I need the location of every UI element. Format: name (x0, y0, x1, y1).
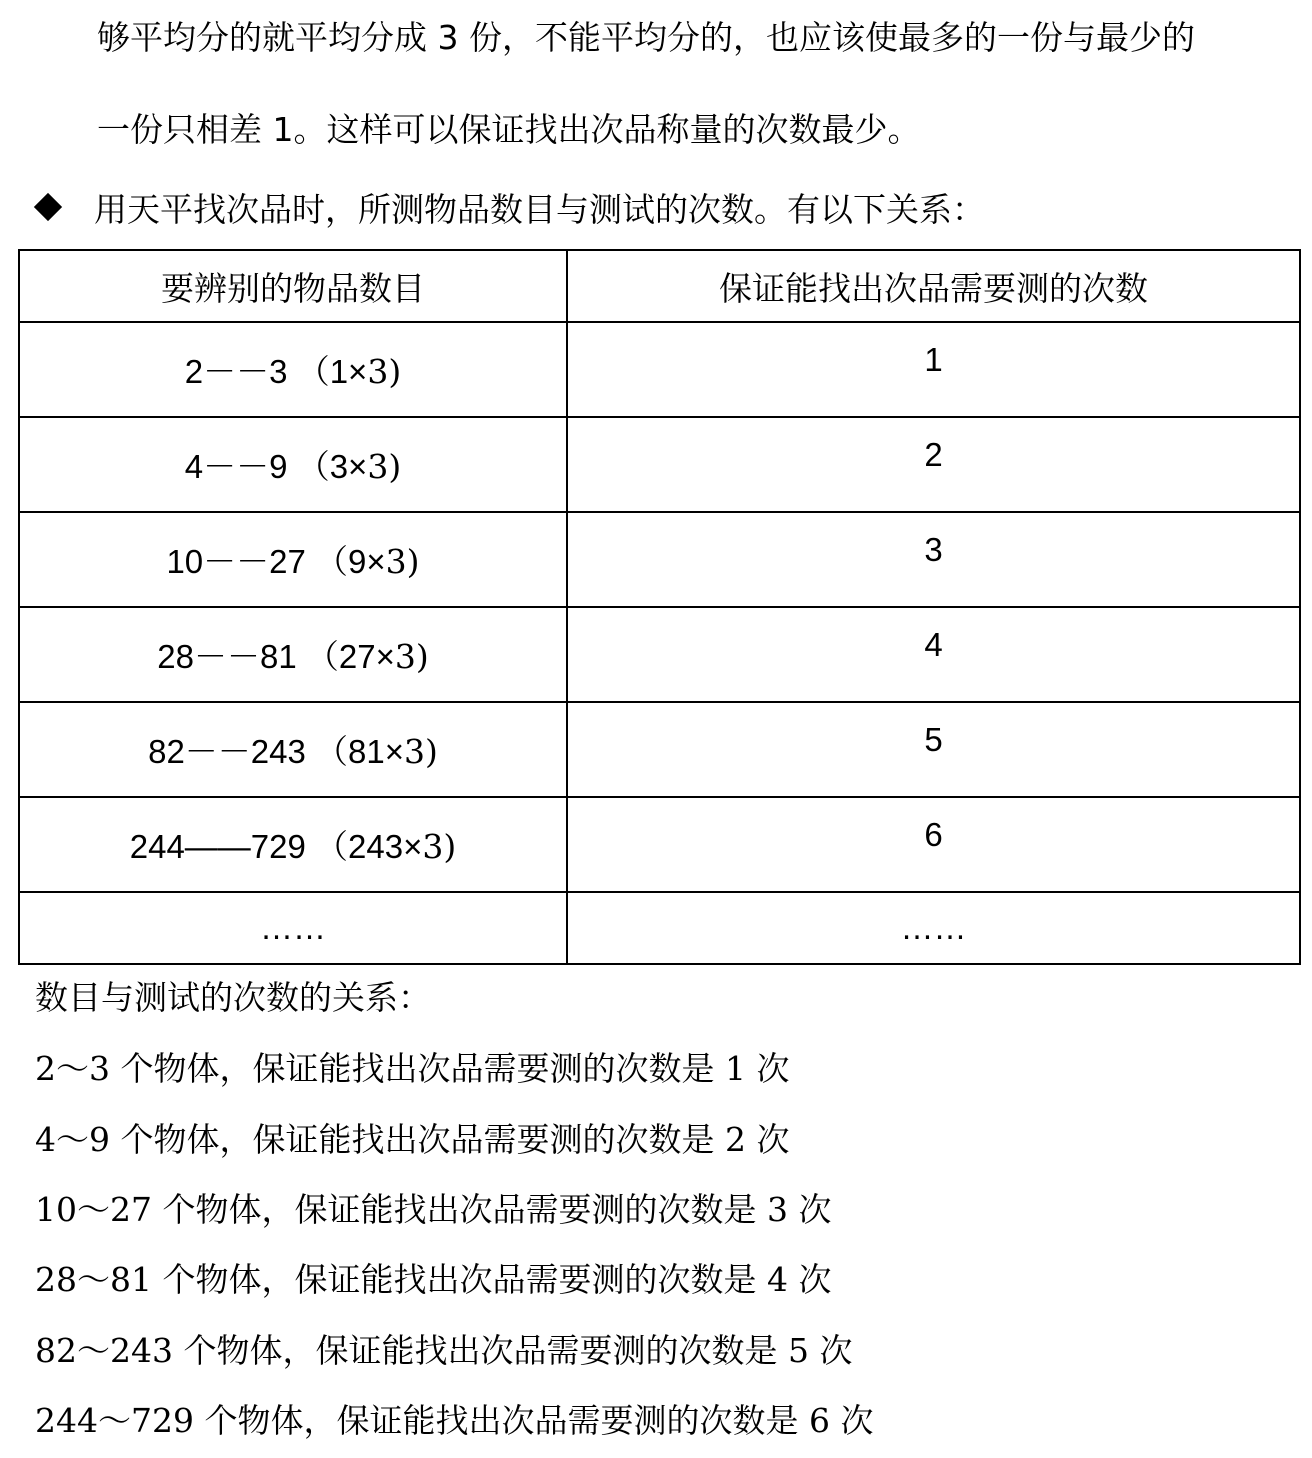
item-range-cell: 2－－3 （1×3) (19, 322, 567, 417)
item-range-cell: 4－－9 （3×3) (19, 417, 567, 512)
weigh-count-cell: 1 (567, 322, 1300, 417)
weigh-count-cell: 6 (567, 797, 1300, 892)
table-row (19, 417, 1300, 512)
header-item-count: 要辨别的物品数目 (19, 250, 567, 322)
header-weigh-count: 保证能找出次品需要测的次数 (567, 250, 1300, 322)
diamond-bullet-icon (34, 193, 62, 221)
relation-line: 10～27 个物体，保证能找出次品需要测的次数是 3 次 (35, 1190, 832, 1229)
table-row (19, 512, 1300, 607)
paragraph-line-1: 够平均分的就平均分成 3 份，不能平均分的，也应该使最多的一份与最少的 (97, 18, 1195, 57)
table-row (19, 797, 1300, 892)
relation-line: 82～243 个物体，保证能找出次品需要测的次数是 5 次 (35, 1331, 853, 1370)
weigh-count-cell: 2 (567, 417, 1300, 512)
bullet-item (38, 190, 985, 230)
ellipsis-left: …… (19, 892, 567, 964)
weigh-count-cell: 4 (567, 607, 1300, 702)
table-row (19, 322, 1300, 417)
relations-title: 数目与测试的次数的关系： (35, 978, 431, 1017)
table-row-ellipsis (19, 892, 1300, 964)
weigh-count-cell: 5 (567, 702, 1300, 797)
table-row (19, 702, 1300, 797)
item-range-cell: 82－－243 （81×3) (19, 702, 567, 797)
item-range-cell: 10－－27 （9×3) (19, 512, 567, 607)
relation-line: 2～3 个物体，保证能找出次品需要测的次数是 1 次 (35, 1049, 790, 1088)
relation-table (18, 249, 1301, 965)
ellipsis-right: …… (567, 892, 1300, 964)
relation-line: 244～729 个物体，保证能找出次品需要测的次数是 6 次 (35, 1401, 874, 1440)
relation-line: 4～9 个物体，保证能找出次品需要测的次数是 2 次 (35, 1120, 790, 1159)
relation-line: 28～81 个物体，保证能找出次品需要测的次数是 4 次 (35, 1260, 832, 1299)
item-range-cell: 244——729 （243×3) (19, 797, 567, 892)
item-range-cell: 28－－81 （27×3) (19, 607, 567, 702)
paragraph-line-2: 一份只相差 1。这样可以保证找出次品称量的次数最少。 (97, 110, 921, 149)
table-row (19, 607, 1300, 702)
table-header-row (19, 250, 1300, 322)
weigh-count-cell: 3 (567, 512, 1300, 607)
bullet-text: 用天平找次品时，所测物品数目与测试的次数。有以下关系： (94, 190, 985, 229)
